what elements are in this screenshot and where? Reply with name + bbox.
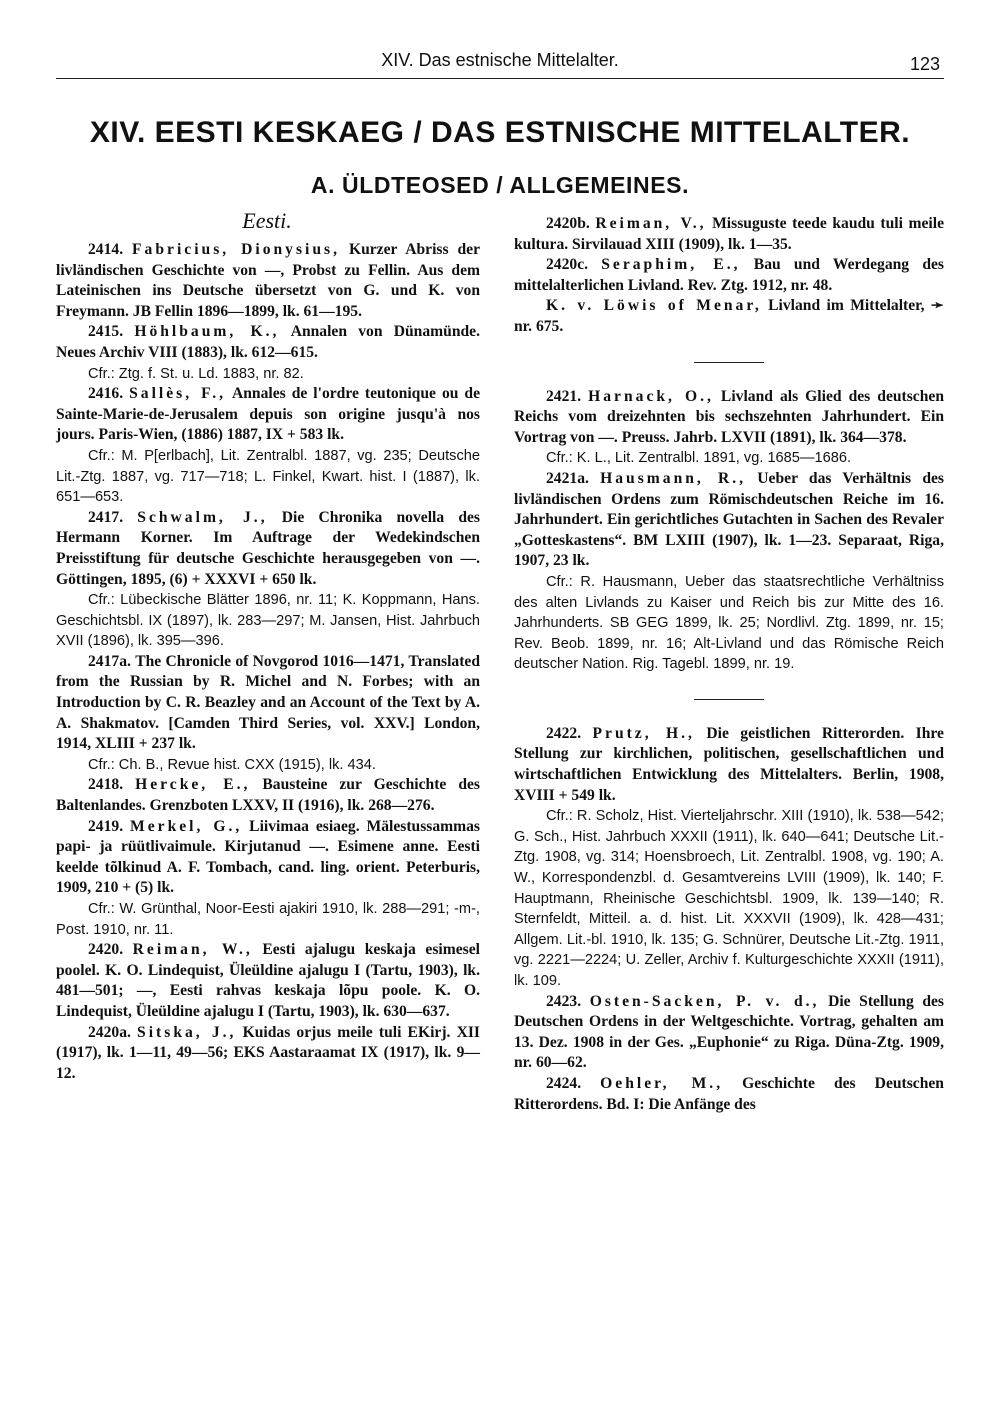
entry-text: Eesti ajalugu keskaja esimesel poolel. K. O. Lindequist, Üleüldine ajalugu I (Tartu, 1903), lk. 481—501; —, Eesti rahvas keskaja lõpu poole. K. O. Lindequist, Üleüldine ajalugu I (Tartu, 1903), lk. 630—637. bbox=[56, 941, 480, 1020]
entry-text: Bausteine zur Geschichte des Baltenlandes. Grenzboten LXXV, II (1916), lk. 268—276. bbox=[56, 776, 480, 815]
section-divider bbox=[694, 699, 764, 700]
review-note: Cfr.: R. Hausmann, Ueber das staatsrechtliche Verhältniss des alten Livlands zu Kaiser und Reich bis zur Mitte des 16. Jahrhunderts. SB GEG 1899, lk. 25; Nordlivl. Ztg. 1899, nr. 15; Rev. Beob. 1899, nr. 16; Alt-Livland und das Römische Reich deutscher Nation. Rig. Tagebl. 1899, nr. 19. bbox=[514, 573, 944, 673]
bib-entry bbox=[56, 240, 480, 322]
entry-author: Reiman, W., bbox=[132, 941, 253, 959]
entry-author: K. v. Löwis of Menar, bbox=[546, 297, 762, 315]
entry-text: Liivimaa esiaeg. Mälestussammas papi- ja rüütlivaimule. Kirjutanud —. Esimene anne. Eesti keelde tõlkinud A. F. Tombach, cand. ling. orient. Peterburis, 1909, 210 + (5) lk. bbox=[56, 817, 480, 897]
entry-author: Sitska, J., bbox=[137, 1023, 237, 1041]
bib-entry bbox=[514, 724, 944, 806]
running-header bbox=[56, 46, 944, 79]
bib-entry bbox=[56, 775, 480, 816]
entry-author: Osten-Sacken, P. v. d., bbox=[589, 992, 820, 1010]
entry-number: 2419. bbox=[88, 817, 124, 835]
entry-text: Annales de l'ordre teutonique ou de Sainte-Marie-de-Jerusalem depuis son origine jusqu'à nos jours. Paris-Wien, (1886) 1887, IX + 583 lk. bbox=[56, 385, 480, 444]
bib-entry bbox=[56, 322, 480, 363]
entry-author: Sallès, F., bbox=[129, 385, 226, 403]
entry-author: Hercke, E., bbox=[135, 776, 251, 794]
cross-reference bbox=[514, 296, 944, 337]
entry-text: Kuidas orjus meile tuli EKirj. XII (1917), lk. 1—11, 49—56; EKS Aastaraamat IX (1917), lk. 9—12. bbox=[56, 1023, 480, 1082]
bib-entry bbox=[56, 384, 480, 446]
entry-number: 2415. bbox=[88, 323, 124, 341]
bib-entry bbox=[514, 992, 944, 1074]
subsection-title: Eesti. bbox=[242, 208, 292, 233]
entry-text: The Chronicle of Novgorod 1016—1471, Translated from the Russian by R. Michel and N. Forbes; with an Introduction by C. R. Beazley and an Account of the Text by A. A. Shakmatov. [Camden Third Series, vol. XXV.] London, 1914, XLIII + 237 lk. bbox=[56, 652, 480, 753]
entry-text: Die Stellung des Deutschen Ordens in der Weltgeschichte. Vortrag, gehalten am 13. Dez. 1908 in der Ges. „Euphonie“ zu Riga. Düna-Ztg. 1909, nr. 60—62. bbox=[514, 992, 944, 1072]
entry-number: 2422. bbox=[546, 724, 582, 742]
bib-entry bbox=[56, 508, 480, 590]
bib-entry bbox=[56, 817, 480, 899]
entry-text: Missuguste teede kaudu tuli meile kultura. Sirvilauad XIII (1909), lk. 1—35. bbox=[514, 215, 944, 253]
entry-author: Oehler, M., bbox=[600, 1074, 724, 1092]
entry-text: Die geistlichen Ritterorden. Ihre Stellung zur kirchlichen, politischen, gesellschaftlichen und wirtschaftlichen Entwicklung des Mittelalters. Berlin, 1908, XVIII + 549 lk. bbox=[514, 724, 944, 804]
entry-author: Harnack, O., bbox=[588, 387, 714, 405]
entry-author: Merkel, G., bbox=[130, 817, 243, 835]
entry-number: 2420. bbox=[88, 941, 124, 959]
bib-entry bbox=[514, 1074, 944, 1115]
entry-number: 2418. bbox=[88, 776, 124, 794]
review-note: Cfr.: Ch. B., Revue hist. CXX (1915), lk. 434. bbox=[88, 756, 376, 773]
entry-number: 2420c. bbox=[546, 256, 589, 274]
entry-author: Schwalm, J., bbox=[137, 508, 268, 526]
entry-number: 2414. bbox=[88, 241, 124, 258]
entry-text: Geschichte des Deutschen Ritterordens. Bd. I: Die Anfänge des bbox=[514, 1074, 944, 1113]
entry-text: Bau und Werdegang des mittelalterlichen Livland. Rev. Ztg. 1912, nr. 48. bbox=[514, 256, 944, 294]
entry-text: Livland als Glied des deutschen Reichs vom dreizehnten bis sechszehnten Jahrhundert. Ein Vortrag von —. Preuss. Jahrb. LXVII (1891), lk. 364—378. bbox=[514, 387, 944, 446]
review-note: Cfr.: W. Grünthal, Noor-Eesti ajakiri 1910, lk. 288—291; -m-, Post. 1910, nr. 11. bbox=[56, 901, 480, 938]
bib-entry bbox=[56, 1023, 480, 1085]
entry-author: Hausmann, R., bbox=[600, 469, 747, 487]
entry-text: Ueber das Verhältnis des livländischen Ordens zum Römischdeutschen Reiche im 16. Jahrhundert. Ein gerichtliches Gutachten in Sachen des Revaler „Gotteskastens“. BM LXIII (1907), lk. 1—23. Separaat, Riga, 1907, 23 lk. bbox=[514, 469, 944, 570]
review-note: Cfr.: Lübeckische Blätter 1896, nr. 11; K. Koppmann, Hans. Geschichtsbl. IX (1897), lk. 283—297; M. Jansen, Hist. Jahrbuch XVII (1896), lk. 395—396. bbox=[56, 592, 480, 650]
bib-entry bbox=[514, 214, 944, 255]
running-title: XIV. Das estnische Mittelalter. bbox=[381, 50, 619, 70]
entry-number: 2420a. bbox=[88, 1023, 131, 1041]
entry-text: Annalen von Dünamünde. Neues Archiv VIII (1883), lk. 612—615. bbox=[56, 323, 480, 361]
entry-number: 2417a. bbox=[88, 652, 131, 670]
entry-number: 2417. bbox=[88, 508, 124, 526]
entry-number: 2423. bbox=[546, 992, 582, 1010]
bib-entry bbox=[514, 469, 944, 572]
entry-number: 2416. bbox=[88, 385, 124, 403]
entry-number: 2421. bbox=[546, 387, 582, 405]
review-note: Cfr.: K. L., Lit. Zentralbl. 1891, vg. 1685—1686. bbox=[546, 450, 852, 467]
entry-text: Livland im Mittelalter, ➛ nr. 675. bbox=[514, 297, 944, 335]
entry-author: Fabricius, Dionysius, bbox=[132, 241, 341, 258]
entry-number: 2421a. bbox=[546, 469, 589, 487]
review-note: Cfr.: R. Scholz, Hist. Vierteljahrschr. XIII (1910), lk. 538—542; G. Sch., Hist. Jahrbuch XXXII (1911), lk. 640—641; Deutsche Lit.-Ztg. 1908, vg. 314; Hoensbroech, Lit. Zentralbl. 1908, vg. 190; A. W., Korrespondenzbl. d. Gesamtvereins LVIII (1909), lk. 140; F. Hauptmann, Rheinische Geschichtsbl. 1909, lk. 139—140; R. Sternfeldt, Mitteil. a. d. hist. Lit. XXXVII (1909), lk. 428—431; Allgem. Lit.-bl. 1910, lk. 135; G. Schnürer, Deutsche Lit.-Ztg. 1911, vg. 2221—2224; U. Zeller, Archiv f. Kulturgeschichte XXXII (1911), lk. 109. bbox=[514, 808, 944, 989]
left-column bbox=[56, 240, 480, 1084]
bib-entry bbox=[56, 652, 480, 755]
bib-entry bbox=[56, 940, 480, 1022]
entry-author: Höhlbaum, K., bbox=[134, 323, 280, 341]
page-number: 123 bbox=[909, 54, 940, 74]
review-note: Cfr.: M. P[erlbach], Lit. Zentralbl. 1887, vg. 235; Deutsche Lit.-Ztg. 1887, vg. 717—718; L. Finkel, Kwart. hist. I (1887), lk. 651—653. bbox=[56, 447, 480, 506]
section-divider bbox=[694, 362, 764, 363]
entry-number: 2420b. bbox=[546, 215, 590, 232]
right-column bbox=[514, 214, 944, 1115]
entry-author: Seraphim, E., bbox=[601, 256, 741, 274]
entry-author: Prutz, H., bbox=[592, 724, 695, 742]
bib-entry bbox=[514, 255, 944, 296]
entry-text: Kurzer Abriss der livländischen Geschichte von —, Probst zu Fellin. Aus dem Lateinischen ins Deutsche übersetzt von G. und K. von Freymann. JB Fellin 1896—1899, lk. 61—195. bbox=[56, 241, 480, 320]
entry-author: Reiman, V., bbox=[595, 215, 707, 232]
chapter-title: XIV. EESTI KESKAEG / DAS ESTNISCHE MITTELALTER. bbox=[89, 116, 911, 149]
section-title: A. ÜLDTEOSED / ALLGEMEINES. bbox=[310, 172, 690, 198]
bib-entry bbox=[514, 387, 944, 449]
review-note: Cfr.: Ztg. f. St. u. Ld. 1883, nr. 82. bbox=[88, 365, 304, 382]
entry-text: Die Chronika novella des Hermann Korner. Im Auftrage der Wedekindschen Preisstiftung für deutsche Geschichte herausgegeben von —. Göttingen, 1895, (6) + XXXVI + 650 lk. bbox=[56, 508, 480, 588]
entry-number: 2424. bbox=[546, 1074, 582, 1092]
